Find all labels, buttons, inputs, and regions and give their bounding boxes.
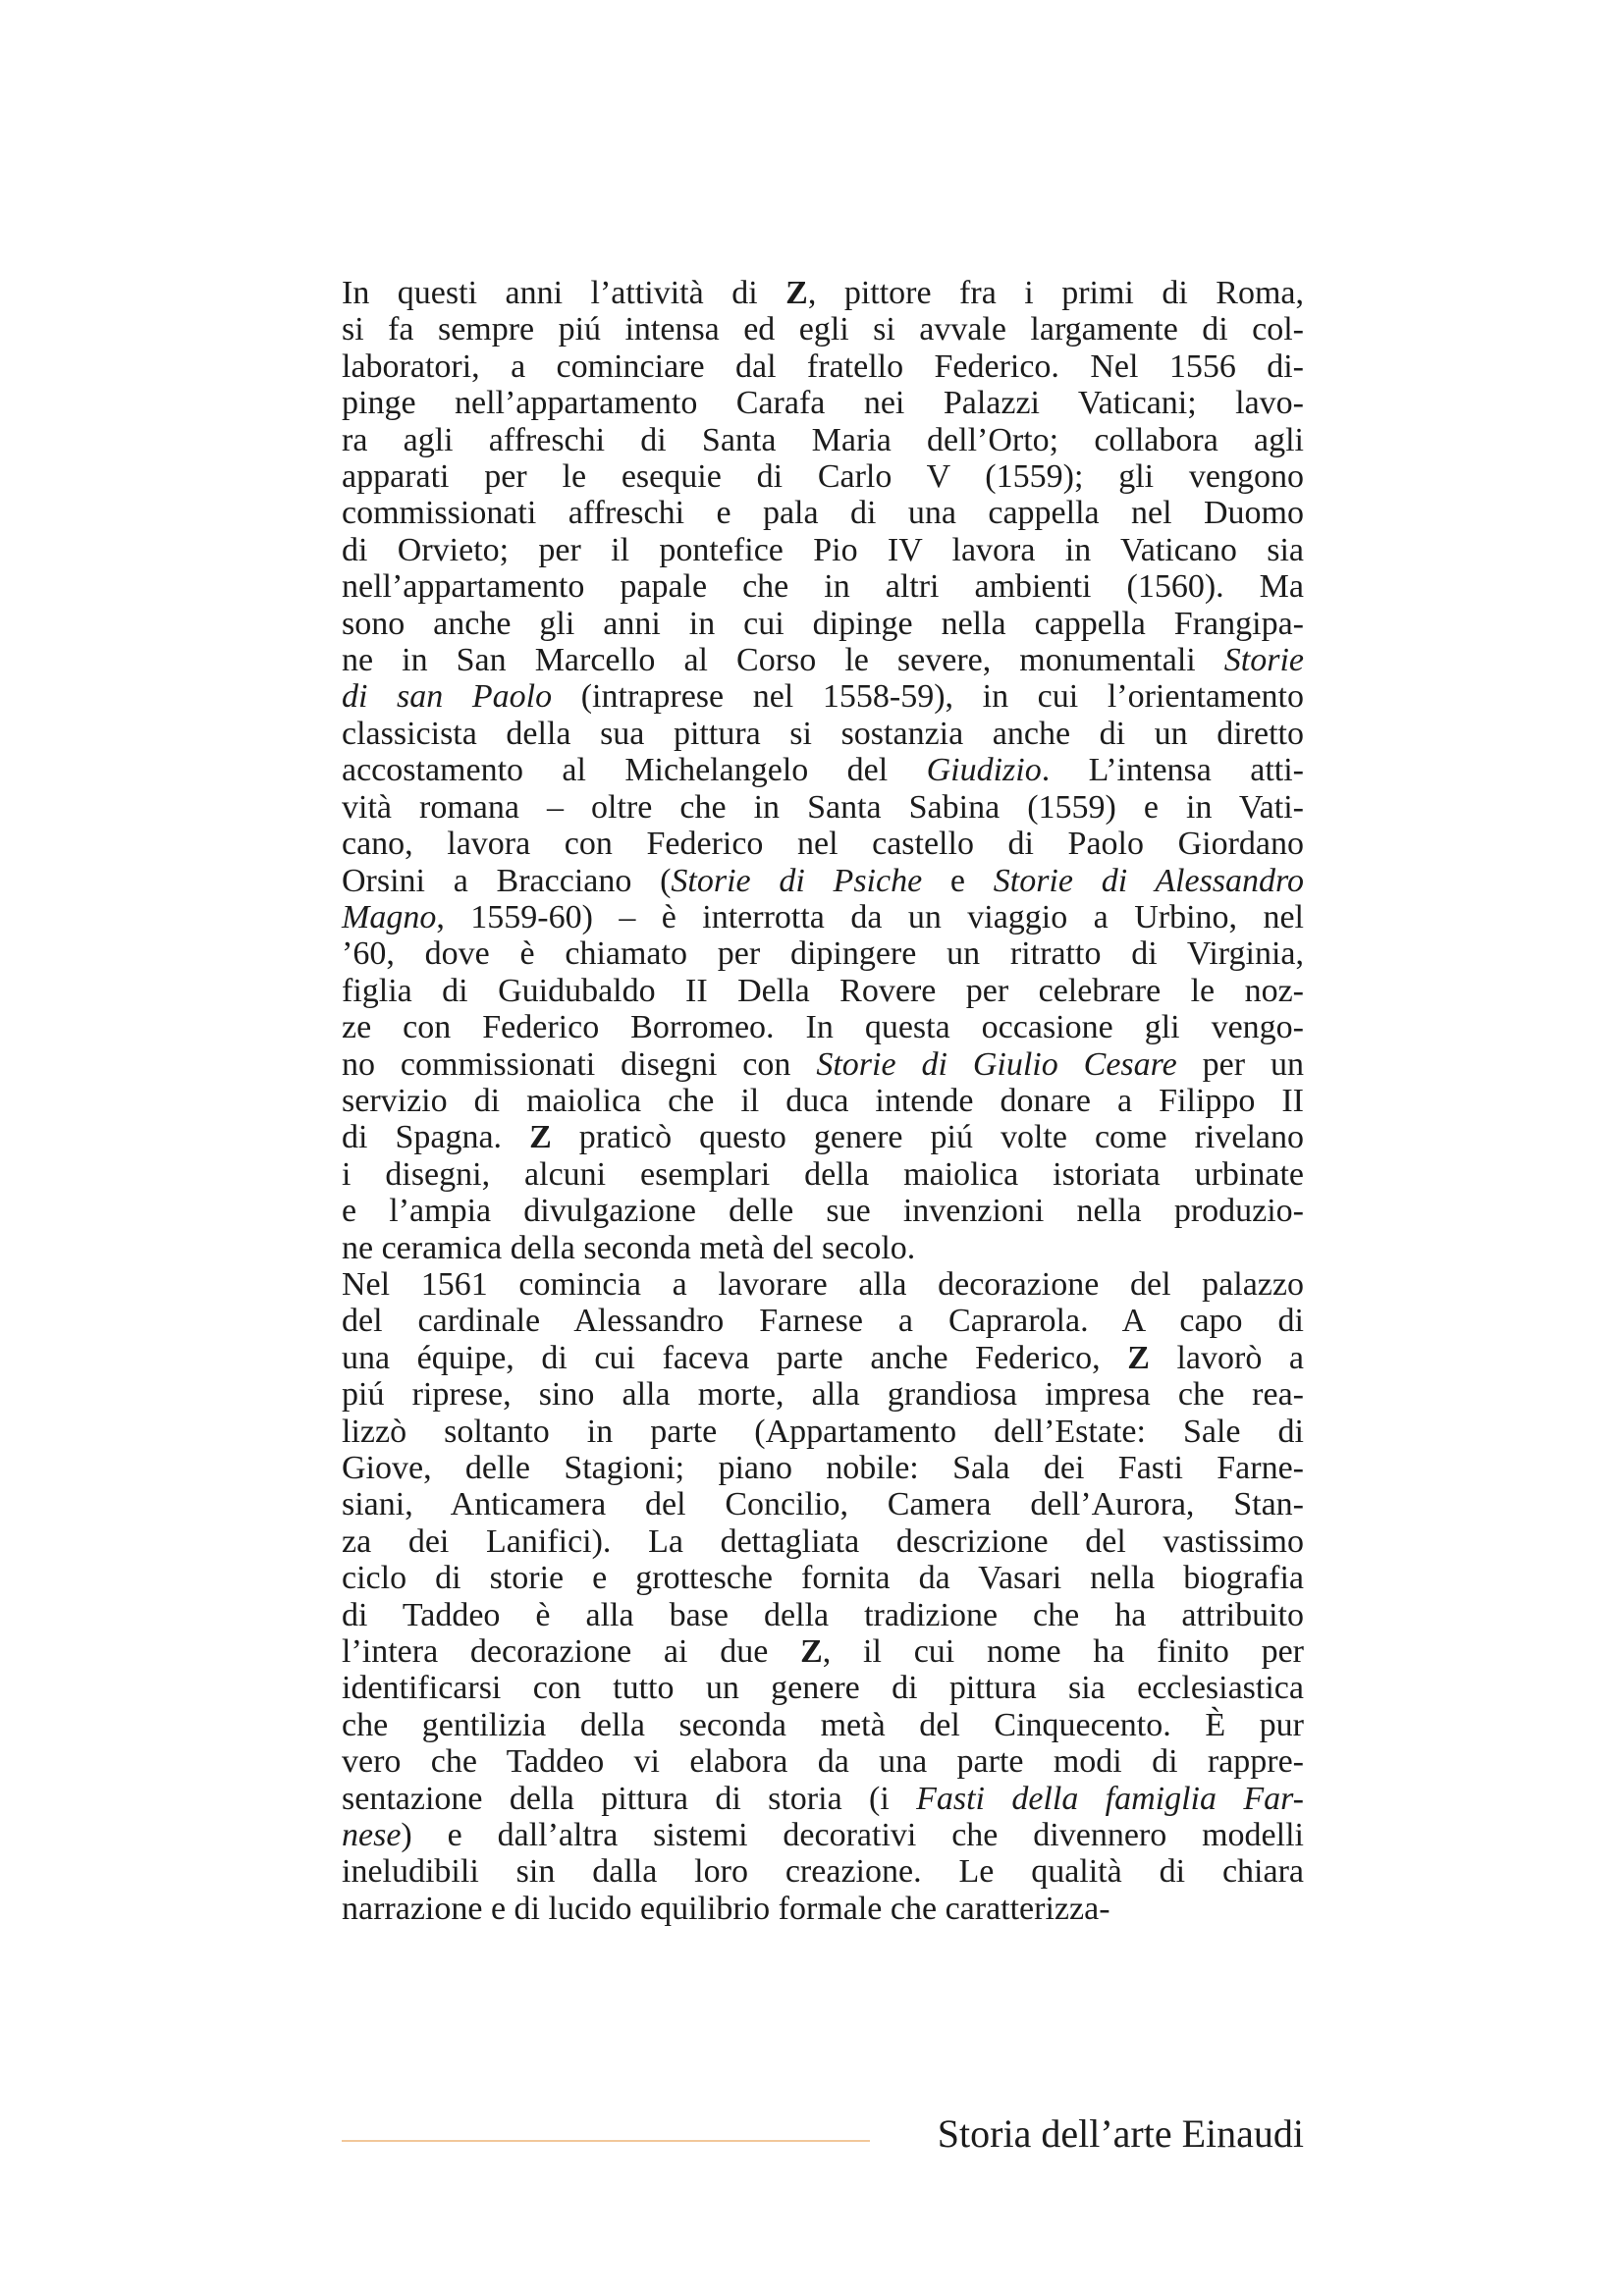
text-line: una équipe, di cui faceva parte anche Federico, Z lavorò a [342, 1339, 1305, 1376]
text-line: servizio di maiolica che il duca intende donare a Filippo II [342, 1082, 1304, 1119]
text-line: di Spagna. Z praticò questo genere piú volte come rivelano [342, 1119, 1305, 1156]
text-line: nell’appartamento papale che in altri ambienti (1560). Ma [342, 568, 1304, 606]
text-line: Orsini a Bracciano (Storie di Psiche e Storie di Alessandro [342, 862, 1304, 899]
text-line: ra agli affreschi di Santa Maria dell’Orto; collabora agli [342, 421, 1304, 458]
text-line: i disegni, alcuni esemplari della maiolica istoriata urbinate [342, 1155, 1304, 1193]
footer-publication-title: Storia dell’arte Einaudi [937, 2111, 1304, 2156]
text-line: che gentilizia della seconda metà del Cinquecento. È pur [342, 1706, 1304, 1743]
text-line: di san Paolo (intraprese nel 1558-59), in cui l’orientamento [342, 678, 1304, 716]
text-line: sentazione della pittura di storia (i Fasti della famiglia Far- [342, 1780, 1304, 1817]
bold-abbreviation: Z [785, 275, 808, 311]
text-line: laboratori, a cominciare dal fratello Federico. Nel 1556 di- [342, 347, 1304, 385]
text-line: apparati per le esequie di Carlo V (1559); gli vengono [342, 458, 1304, 496]
text-line: In questi anni l’attività di Z, pittore fra i primi di Roma, [342, 275, 1304, 311]
page-footer [342, 2110, 1304, 2160]
bold-abbreviation: Z [529, 1119, 552, 1156]
text-line: Giove, delle Stagioni; piano nobile: Sala dei Fasti Farne- [342, 1450, 1304, 1486]
text-line: figlia di Guidubaldo II Della Rovere per celebrare le noz- [342, 972, 1304, 1009]
text-line: l’intera decorazione ai due Z, il cui nome ha finito per [342, 1633, 1304, 1671]
text-line: commissionati affreschi e pala di una cappella nel Duomo [342, 495, 1304, 532]
text-line: ze con Federico Borromeo. In questa occasione gli vengo- [342, 1009, 1304, 1046]
italic-title: Giudizio [926, 752, 1042, 789]
italic-title: nese [342, 1817, 402, 1854]
text-line: del cardinale Alessandro Farnese a Caprarola. A capo di [342, 1303, 1304, 1340]
italic-title: Storie [1223, 642, 1304, 679]
text-line: pinge nell’appartamento Carafa nei Palazzi Vaticani; lavo- [342, 385, 1304, 422]
italic-title: di san Paolo [342, 678, 553, 716]
text-line: identificarsi con tutto un genere di pittura sia ecclesiastica [342, 1670, 1304, 1707]
text-line: di Orvieto; per il pontefice Pio IV lavora in Vaticano sia [342, 531, 1304, 568]
bold-abbreviation: Z [1127, 1339, 1150, 1376]
text-line: accostamento al Michelangelo del Giudizio. L’intensa atti- [342, 752, 1304, 789]
text-line: ineludibili sin dalla loro creazione. Le qualità di chiara [342, 1853, 1304, 1891]
italic-title: Storie di Giulio Cesare [816, 1045, 1177, 1083]
text-line: piú riprese, sino alla morte, alla grandiosa impresa che rea- [342, 1376, 1304, 1414]
text-line: classicista della sua pittura si sostanzia anche di un diretto [342, 715, 1304, 752]
text-line: ne ceramica della seconda metà del secolo. [342, 1229, 916, 1266]
text-line: vero che Taddeo vi elabora da una parte modi di rappre- [342, 1743, 1304, 1781]
text-line: ciclo di storie e grottesche fornita da Vasari nella biografia [342, 1560, 1304, 1597]
body-text [342, 275, 1304, 1927]
footer-rule [342, 2140, 870, 2142]
text-line: Nel 1561 comincia a lavorare alla decorazione del palazzo [342, 1265, 1304, 1303]
text-line: Magno, 1559-60) – è interrotta da un viaggio a Urbino, nel [342, 898, 1304, 935]
text-line: lizzò soltanto in parte (Appartamento dell’Estate: Sale di [342, 1413, 1304, 1450]
text-line: siani, Anticamera del Concilio, Camera dell’Aurora, Stan- [342, 1486, 1304, 1523]
italic-title: Storie di Alessandro [993, 862, 1304, 899]
text-line: vità romana – oltre che in Santa Sabina (1559) e in Vati- [342, 788, 1304, 826]
italic-title: Storie di Psiche [671, 862, 923, 899]
italic-title: Magno [342, 898, 437, 935]
text-line: nese) e dall’altra sistemi decorativi che divennero modelli [342, 1817, 1304, 1854]
text-line: si fa sempre piú intensa ed egli si avvale largamente di col- [342, 311, 1304, 348]
text-line: narrazione e di lucido equilibrio formale che caratterizza- [342, 1890, 1110, 1927]
bold-abbreviation: Z [800, 1633, 823, 1671]
text-line: di Taddeo è alla base della tradizione che ha attribuito [342, 1596, 1304, 1633]
text-line: ne in San Marcello al Corso le severe, monumentali Storie [342, 642, 1304, 679]
text-line: za dei Lanifici). La dettagliata descrizione del vastissimo [342, 1522, 1304, 1560]
italic-title: Fasti della famiglia Far- [916, 1780, 1304, 1817]
text-line: ’60, dove è chiamato per dipingere un ritratto di Virginia, [342, 935, 1304, 973]
text-line: sono anche gli anni in cui dipinge nella cappella Frangipa- [342, 605, 1304, 642]
text-line: e l’ampia divulgazione delle sue invenzioni nella produzio- [342, 1193, 1304, 1230]
text-line: no commissionati disegni con Storie di Giulio Cesare per un [342, 1045, 1304, 1083]
text-line: cano, lavora con Federico nel castello di Paolo Giordano [342, 826, 1304, 863]
